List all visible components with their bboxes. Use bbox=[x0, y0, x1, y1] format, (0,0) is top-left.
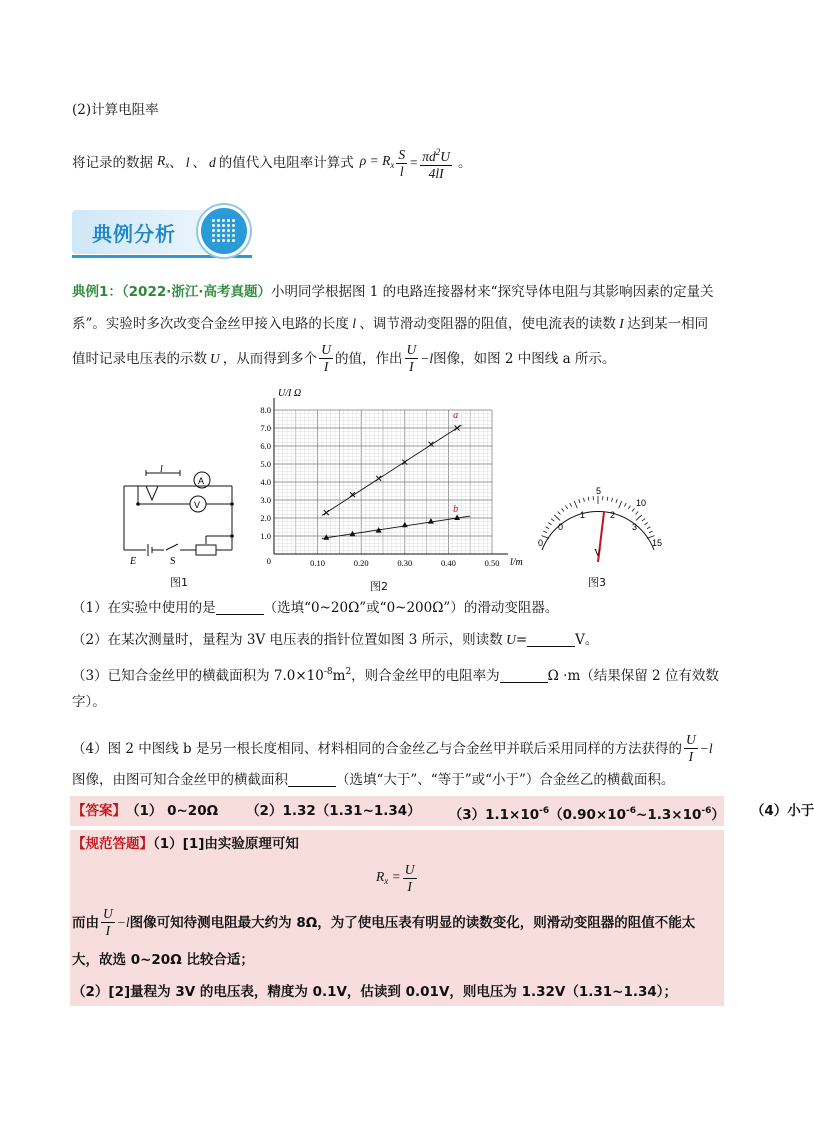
x-tick-label: 0.10 bbox=[310, 558, 326, 568]
example-label: 典例1： bbox=[72, 284, 122, 300]
point-triangle-b bbox=[428, 518, 434, 524]
solution-line-4 bbox=[72, 982, 677, 1002]
q3-text-b: m bbox=[332, 668, 346, 684]
example-line-3: 值时记录电压表的示数 U ，从而得到多个 $\frac{U}{I}$ 的值，作出 $\frac{U}{I}$ −l 图像，如图 2 中图线 a 所示。 bbox=[72, 342, 616, 374]
ammeter-label: A bbox=[198, 476, 205, 486]
q3-text-c: ，则合金丝甲的电阻率为 bbox=[351, 668, 500, 684]
chart-x-ticks bbox=[267, 556, 500, 568]
dial-label-top-10: 10 bbox=[636, 498, 647, 508]
formula-expression: $\rho = R_x$ bbox=[359, 153, 395, 170]
x-tick-label: 0.20 bbox=[353, 558, 369, 568]
q1-text-a: （1）在实验中使用的是 bbox=[72, 600, 216, 616]
example-text-3c: 的值，作出 bbox=[335, 350, 403, 367]
q3-text-d: Ω ·m（结果保留 2 位有效数 bbox=[547, 668, 719, 684]
question-1 bbox=[72, 598, 558, 618]
ui-graph-figure2 bbox=[250, 382, 540, 582]
u-over-i-fraction: $\frac{U}{I}$ bbox=[685, 732, 696, 764]
example-text-1: 小明同学根据图 1 的电路连接器材来“探究导体电阻与其影响因素的定量关 bbox=[271, 284, 714, 300]
solution-line-2: 而由 $\frac{U}{I}$ −l 图像可知待测电阻最大约为 8Ω，为了使电压表有明显的读数变化，则滑动变阻器的阻值不能太 bbox=[72, 906, 696, 938]
answer-blank bbox=[527, 634, 575, 647]
y-tick-label: 6.0 bbox=[260, 441, 271, 451]
example-text-2c: 达到某一相同 bbox=[627, 316, 709, 332]
formula-fraction-s-l: $\frac{S}{l}$ bbox=[398, 146, 406, 179]
example-text-3d: 图像，如图 2 中图线 a 所示。 bbox=[433, 350, 616, 367]
solution-text-3: 大，故选 0~20Ω 比较合适； bbox=[72, 952, 254, 968]
y-tick-label: 5.0 bbox=[260, 459, 271, 469]
banner-title: 典例分析 bbox=[92, 222, 176, 246]
dial-unit-label: V bbox=[594, 548, 602, 559]
q4-text-b: 图像，由图可知合金丝甲的横截面积 bbox=[72, 772, 288, 788]
formula-intro: 将记录的数据 bbox=[72, 155, 153, 171]
point-triangle-b bbox=[402, 522, 408, 528]
dial-label-bottom-0: 0 bbox=[558, 522, 564, 532]
y-tick-label: 2.0 bbox=[260, 513, 271, 523]
x-tick-label: 0.50 bbox=[484, 558, 500, 568]
answer-blank bbox=[216, 602, 264, 615]
solution-text-2a: 而由 bbox=[72, 914, 99, 931]
answer-line bbox=[72, 801, 814, 825]
q4-text-c: （选填“大于”、“等于”或“小于”）合金丝乙的横截面积。 bbox=[336, 772, 675, 788]
formula-end: 。 bbox=[458, 155, 472, 171]
q1-text-b: （选填“0~20Ω”或“0~200Ω”）的滑动变阻器。 bbox=[263, 600, 559, 616]
example-text-2b: 、调节滑动变阻器的阻值，使电流表的读数 bbox=[359, 316, 616, 332]
q2-text-a: （2）在某次测量时，量程为 3V 电压表的指针位置如图 3 所示，则读数 bbox=[72, 632, 503, 648]
y-tick-label: 7.0 bbox=[260, 423, 271, 433]
resistivity-formula-line: 将记录的数据 $R_x$ 、 l 、 d 的值代入电阻率计算式 $\rho = R_x$ $\frac{S}{l}$ = $\frac{\pi d^2U}{4lI}$ 。 bbox=[72, 144, 472, 182]
solution-text-2b: 图像可知待测电阻最大约为 8Ω，为了使电压表有明显的读数变化，则滑动变阻器的阻值不能太 bbox=[129, 914, 696, 931]
u-over-i-fraction: $\frac{U}{I}$ bbox=[321, 342, 331, 374]
dial-label-top-15: 15 bbox=[652, 538, 663, 548]
question-4: （4）图 2 中图线 b 是另一根长度相同、材料相同的合金丝乙与合金丝甲并联后采用同样的方法获得的 $\frac{U}{I}$ −l bbox=[72, 732, 713, 764]
solution-label: 【规范答题】 bbox=[72, 836, 153, 852]
q4-text-a: （4）图 2 中图线 b 是另一根长度相同、材料相同的合金丝乙与合金丝甲并联后采用同样的方法获得的 bbox=[72, 740, 682, 757]
question-4-cont bbox=[72, 770, 674, 790]
dial-label-bottom-3: 3 bbox=[632, 522, 638, 532]
series-label-a: a bbox=[453, 410, 459, 421]
example-line-1 bbox=[72, 282, 714, 302]
question-2: （2）在某次测量时，量程为 3V 电压表的指针位置如图 3 所示，则读数 U= V。 bbox=[72, 632, 599, 648]
formula-d: d bbox=[209, 155, 216, 170]
chart-ylabel: U/I Ω bbox=[278, 388, 302, 399]
chart-xlabel: l/m bbox=[510, 557, 523, 568]
switch-label: S bbox=[170, 556, 176, 567]
answer-blank bbox=[288, 774, 336, 787]
formula-fraction-pid2u: $\frac{\pi d^2U}{4lI}$ bbox=[420, 144, 452, 182]
formula-sep: 、 bbox=[169, 155, 183, 171]
voltmeter-label: V bbox=[194, 500, 201, 510]
series-label-b: b bbox=[453, 504, 459, 515]
dot-grid-icon bbox=[212, 219, 234, 241]
circuit-label-l: l bbox=[160, 464, 163, 475]
answer-2: （2）1.32（1.31~1.34） bbox=[246, 803, 421, 819]
y-tick-label: 1.0 bbox=[260, 531, 271, 541]
chart-grid bbox=[274, 410, 492, 554]
figure2-caption: 图2 bbox=[370, 580, 388, 593]
answer-3: $(3)1.1\times 10^{-6}(0.90\times 10^{-6}\sim 1.3\times 10^{-6})$ bbox=[448, 806, 725, 823]
q2-text-b: V。 bbox=[575, 632, 599, 648]
answer-4: （4）小于 bbox=[750, 803, 814, 819]
example-source: （2022·浙江·高考真题） bbox=[121, 284, 271, 300]
answer-label: 【答案】 bbox=[72, 803, 126, 819]
example-text-2a: 系”。实验时多次改变合金丝甲接入电路的长度 bbox=[72, 316, 349, 332]
answer-1: （1） 0~20Ω bbox=[126, 803, 219, 819]
battery-label: E bbox=[130, 556, 137, 567]
dial-label-top-0: 0 bbox=[538, 538, 544, 548]
dial-label-bottom-1: 1 bbox=[580, 510, 586, 520]
formula-l: l bbox=[185, 155, 190, 170]
x-tick-label: 0.40 bbox=[440, 558, 456, 568]
formula-rx: $R_x$ bbox=[157, 153, 170, 170]
solution-line-1 bbox=[72, 834, 299, 854]
answer-blank bbox=[500, 670, 548, 683]
chart-y-ticks bbox=[260, 405, 271, 541]
question-3-cont: 字）。 bbox=[72, 694, 106, 710]
example-text-3a: 值时记录电压表的示数 bbox=[72, 350, 207, 367]
example-text-3b: ，从而得到多个 bbox=[222, 350, 318, 367]
figure1-caption: 图1 bbox=[170, 576, 188, 589]
y-tick-label: 4.0 bbox=[260, 477, 271, 487]
y-tick-label: 8.0 bbox=[260, 405, 271, 415]
solution-text-4: （2）[2]量程为 3V 的电压表，精度为 0.1V，估读到 0.01V，则电压为 1.32V（1.31~1.34）； bbox=[72, 984, 678, 1000]
dial-label-bottom-2: 2 bbox=[610, 510, 616, 520]
question-3: （3）已知合金丝甲的横截面积为 $7.0\times 10^{-8}m^2$，则合金丝甲的电阻率为 Ω ·m（结果保留 2 位有效数 bbox=[72, 667, 719, 684]
origin-label: 0 bbox=[266, 556, 271, 566]
circuit-diagram-figure1 bbox=[118, 460, 248, 570]
example-line-2: 系”。实验时多次改变合金丝甲接入电路的长度 l 、调节滑动变阻器的阻值，使电流表的读数 I 达到某一相同 bbox=[72, 316, 709, 332]
u-over-i-fraction: $\frac{U}{I}$ bbox=[406, 342, 417, 374]
formula-sep: 、 bbox=[192, 155, 207, 171]
chart-axes bbox=[274, 398, 508, 554]
formula-text: 的值代入电阻率计算式 bbox=[218, 155, 354, 171]
solution-line-3 bbox=[72, 950, 254, 970]
y-tick-label: 3.0 bbox=[260, 495, 271, 505]
voltmeter-dial-figure3 bbox=[528, 484, 668, 574]
solution-equation: $R_x$ = $\frac{U}{I}$ bbox=[376, 862, 415, 894]
q3-text-a: （3）已知合金丝甲的横截面积为 7.0×10 bbox=[72, 668, 324, 684]
dial-label-top-5: 5 bbox=[596, 486, 602, 496]
figure3-caption: 图3 bbox=[588, 576, 606, 589]
x-tick-label: 0.30 bbox=[397, 558, 413, 568]
section-heading: (2)计算电阻率 bbox=[72, 102, 159, 118]
q3-exponent: -8 bbox=[323, 667, 333, 677]
solution-text-1: （1）[1]由实验原理可知 bbox=[153, 836, 299, 852]
